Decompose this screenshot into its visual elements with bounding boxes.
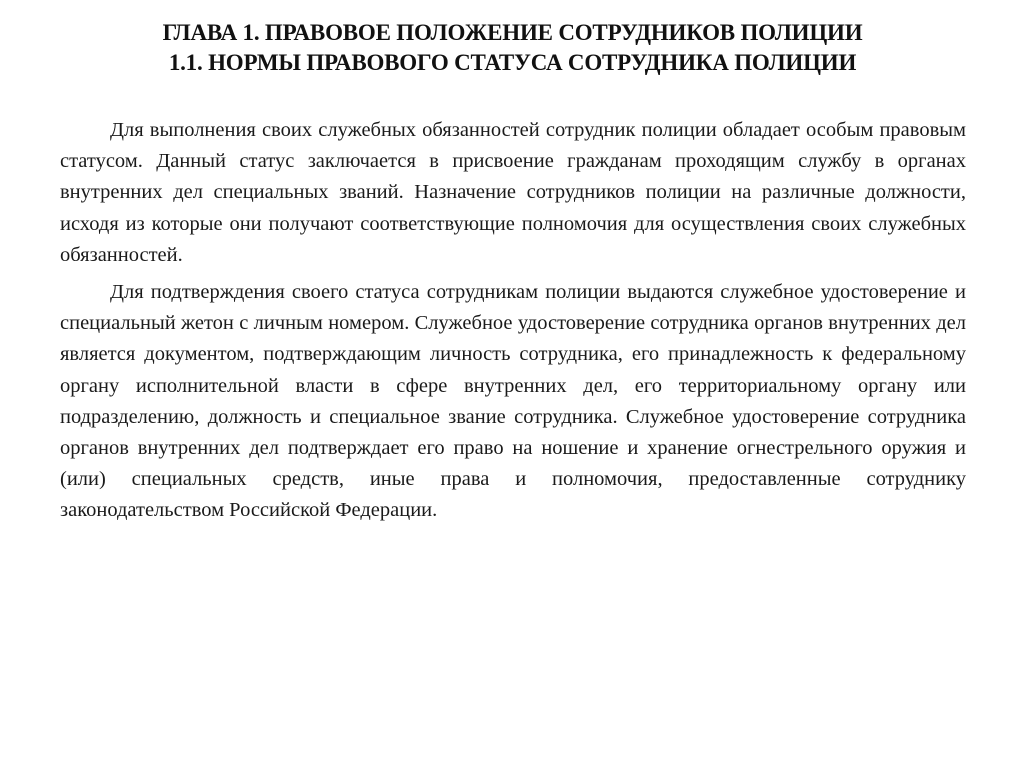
chapter-title: ГЛАВА 1. ПРАВОВОЕ ПОЛОЖЕНИЕ СОТРУДНИКОВ ПОЛИЦИИ xyxy=(162,20,863,45)
paragraph-1: Для выполнения своих служебных обязанностей сотрудник полиции обладает особым правовым статусом. Данный статус заключается в присвоение гражданам проходящим службу в органах внутренних дел специальных званий. Назначение сотрудников полиции на различные должности, исходя из которые они получают соответствующие полномочия для осуществления своих служебных обязанностей. xyxy=(60,119,966,266)
paragraph-2: Для подтверждения своего статуса сотрудникам полиции выдаются служебное удостоверение и специальный жетон с личным номером. Служебное удостоверение сотрудника органов внутренних дел является документом, подтверждающим личность сотрудника, его принадлежность к федеральному органу исполнительной власти в сфере внутренних дел, его территориальному органу или подразделению, должность и специальное звание сотрудника. Служебное удостоверение сотрудника органов внутренних дел подтверждает его право на ношение и хранение огнестрельного оружия и (или) специальных средств, иные права и полномочия, предоставленные сотруднику законодательством Российской Федерации. xyxy=(60,281,966,522)
body-text xyxy=(60,115,966,527)
section-title: 1.1. НОРМЫ ПРАВОВОГО СТАТУСА СОТРУДНИКА ПОЛИЦИИ xyxy=(168,50,857,75)
page-heading xyxy=(60,18,965,78)
